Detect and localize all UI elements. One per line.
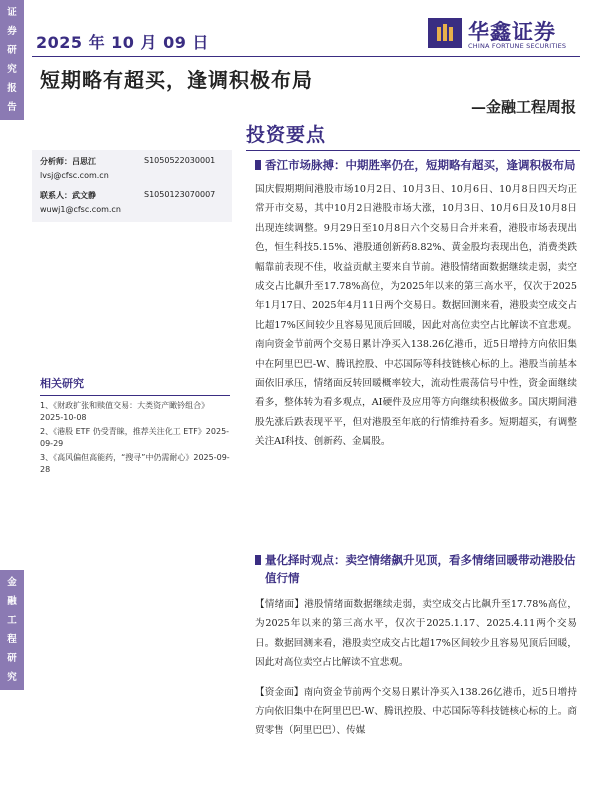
main-content (255, 156, 577, 452)
block2-para1: 【情绪面】港股情绪面数据继续走弱，卖空成交占比飙升至17.78%高位，为2025年以来的第三高水平，仅次于2025.1.17、2025.4.11两个交易日。数据回测来看，港股卖空成交占比超17%区间较少且容易见顶后回暖，因此对高位卖空占比解读不宜悲观。 (255, 599, 577, 669)
tab-char: 研 (7, 653, 17, 664)
related-research (40, 375, 230, 478)
block1-text: 国庆假期期间港股市场10月2日、10月3日、10月6日、10月8日四天均正常开市交易，其中10月2日港股市场大涨，10月3日、10月6日及10月8日出现连续调整。9月29日至10月8日六个交易日合并来看，港股市场表现出色，恒生科技5.15%、港股通创新药8.82%、黄金股均表现出色，消费类跌幅靠前表现不佳，收益贡献主要来自节前。港股情绪面数据继续走弱，卖空成交占比飙升至17.78%高位，为2025年以来的第三高水平，仅次于2025年1月17日、2025年4月11日两个交易日。数据回测来看，港股卖空成交占比超17%区间较少且容易见顶后回暖，因此对高位卖空占比解读不宜悲观。南向资金节前两个交易日累计净买入138.26亿港币，近5日增持方向依旧集中在阿里巴巴-W、腾讯控股、中芯国际等科技链核心标的上。港股当前基本面依旧承压，情绪面反转回暖概率较大，流动性震荡信号中性，资金面继续看多，整体转为看多观点，AI硬件及应用等方向继续积极做多。国庆期间港股先涨后跌表现平平，但对港股至年底的行情维持看多。短期超买，有调整关注AI科技、创新药、金属股。 (255, 184, 577, 448)
analyst-row (40, 190, 232, 201)
tab-char: 告 (7, 102, 17, 113)
related-item[interactable]: 2、《港股 ETF 仍受青睐，推荐关注化工 ETF》2025-09-29 (40, 427, 230, 448)
block1-heading: 香江市场脉搏：中期胜率仍在，短期略有超买，逢调积极布局 (255, 156, 577, 174)
tab-char: 程 (7, 634, 17, 645)
report-subtitle: —金融工程周报 (470, 98, 576, 116)
contact-name: 联系人：武文静 (40, 191, 96, 200)
block2-para2: 【资金面】南向资金节前两个交易日累计净买入138.26亿港币，近5日增持方向依旧集中在阿里巴巴-W、腾讯控股、中芯国际等科技链核心标的上。商贸零售（阿里巴巴）、传媒 (255, 686, 577, 737)
tab-char: 工 (7, 615, 17, 626)
tab-char: 究 (7, 64, 17, 75)
category-tab (0, 570, 24, 690)
contact-id: S1050123070007 (144, 190, 216, 199)
analyst-name: 分析师：吕思江 (40, 157, 96, 166)
tab-char: 券 (7, 26, 17, 37)
analyst-info (40, 150, 232, 214)
tab-char: 融 (7, 596, 17, 607)
tab-char: 证 (7, 7, 17, 18)
related-heading: 相关研究 (40, 377, 84, 390)
report-type-tab (0, 0, 24, 120)
section-title: 投资要点 (246, 124, 327, 146)
section-divider (246, 150, 580, 151)
report-title: 短期略有超买，逢调积极布局 (40, 68, 313, 92)
logo-text-en: CHINA FORTUNE SECURITIES (468, 42, 567, 50)
related-divider (40, 395, 230, 396)
tab-char: 金 (7, 577, 17, 588)
header-divider (32, 56, 580, 57)
company-logo (428, 14, 578, 54)
related-item[interactable]: 3、《高风偏但高能药，“搜寻”中仍需耐心》2025-09-28 (40, 453, 230, 474)
analyst-row (40, 156, 232, 167)
analyst-email: lvsj@cfsc.com.cn (40, 171, 109, 180)
tab-char: 研 (7, 45, 17, 56)
timing-block (255, 551, 577, 741)
tab-char: 报 (7, 83, 17, 94)
tab-char: 究 (7, 672, 17, 683)
logo-mark-icon (428, 18, 462, 48)
contact-email: wuwj1@cfsc.com.cn (40, 205, 121, 214)
block2-heading: 量化择时观点：卖空情绪飙升见顶，看多情绪回暖带动港股估值行情 (255, 551, 577, 587)
related-item[interactable]: 1、《财政扩张和赎值交易：大类资产瞰钤组合》2025-10-08 (40, 401, 210, 422)
analyst-id: S1050522030001 (144, 156, 216, 165)
logo-text-cn: 华鑫证券 (468, 20, 556, 44)
report-date: 2025 年 10 月 09 日 (36, 33, 209, 52)
